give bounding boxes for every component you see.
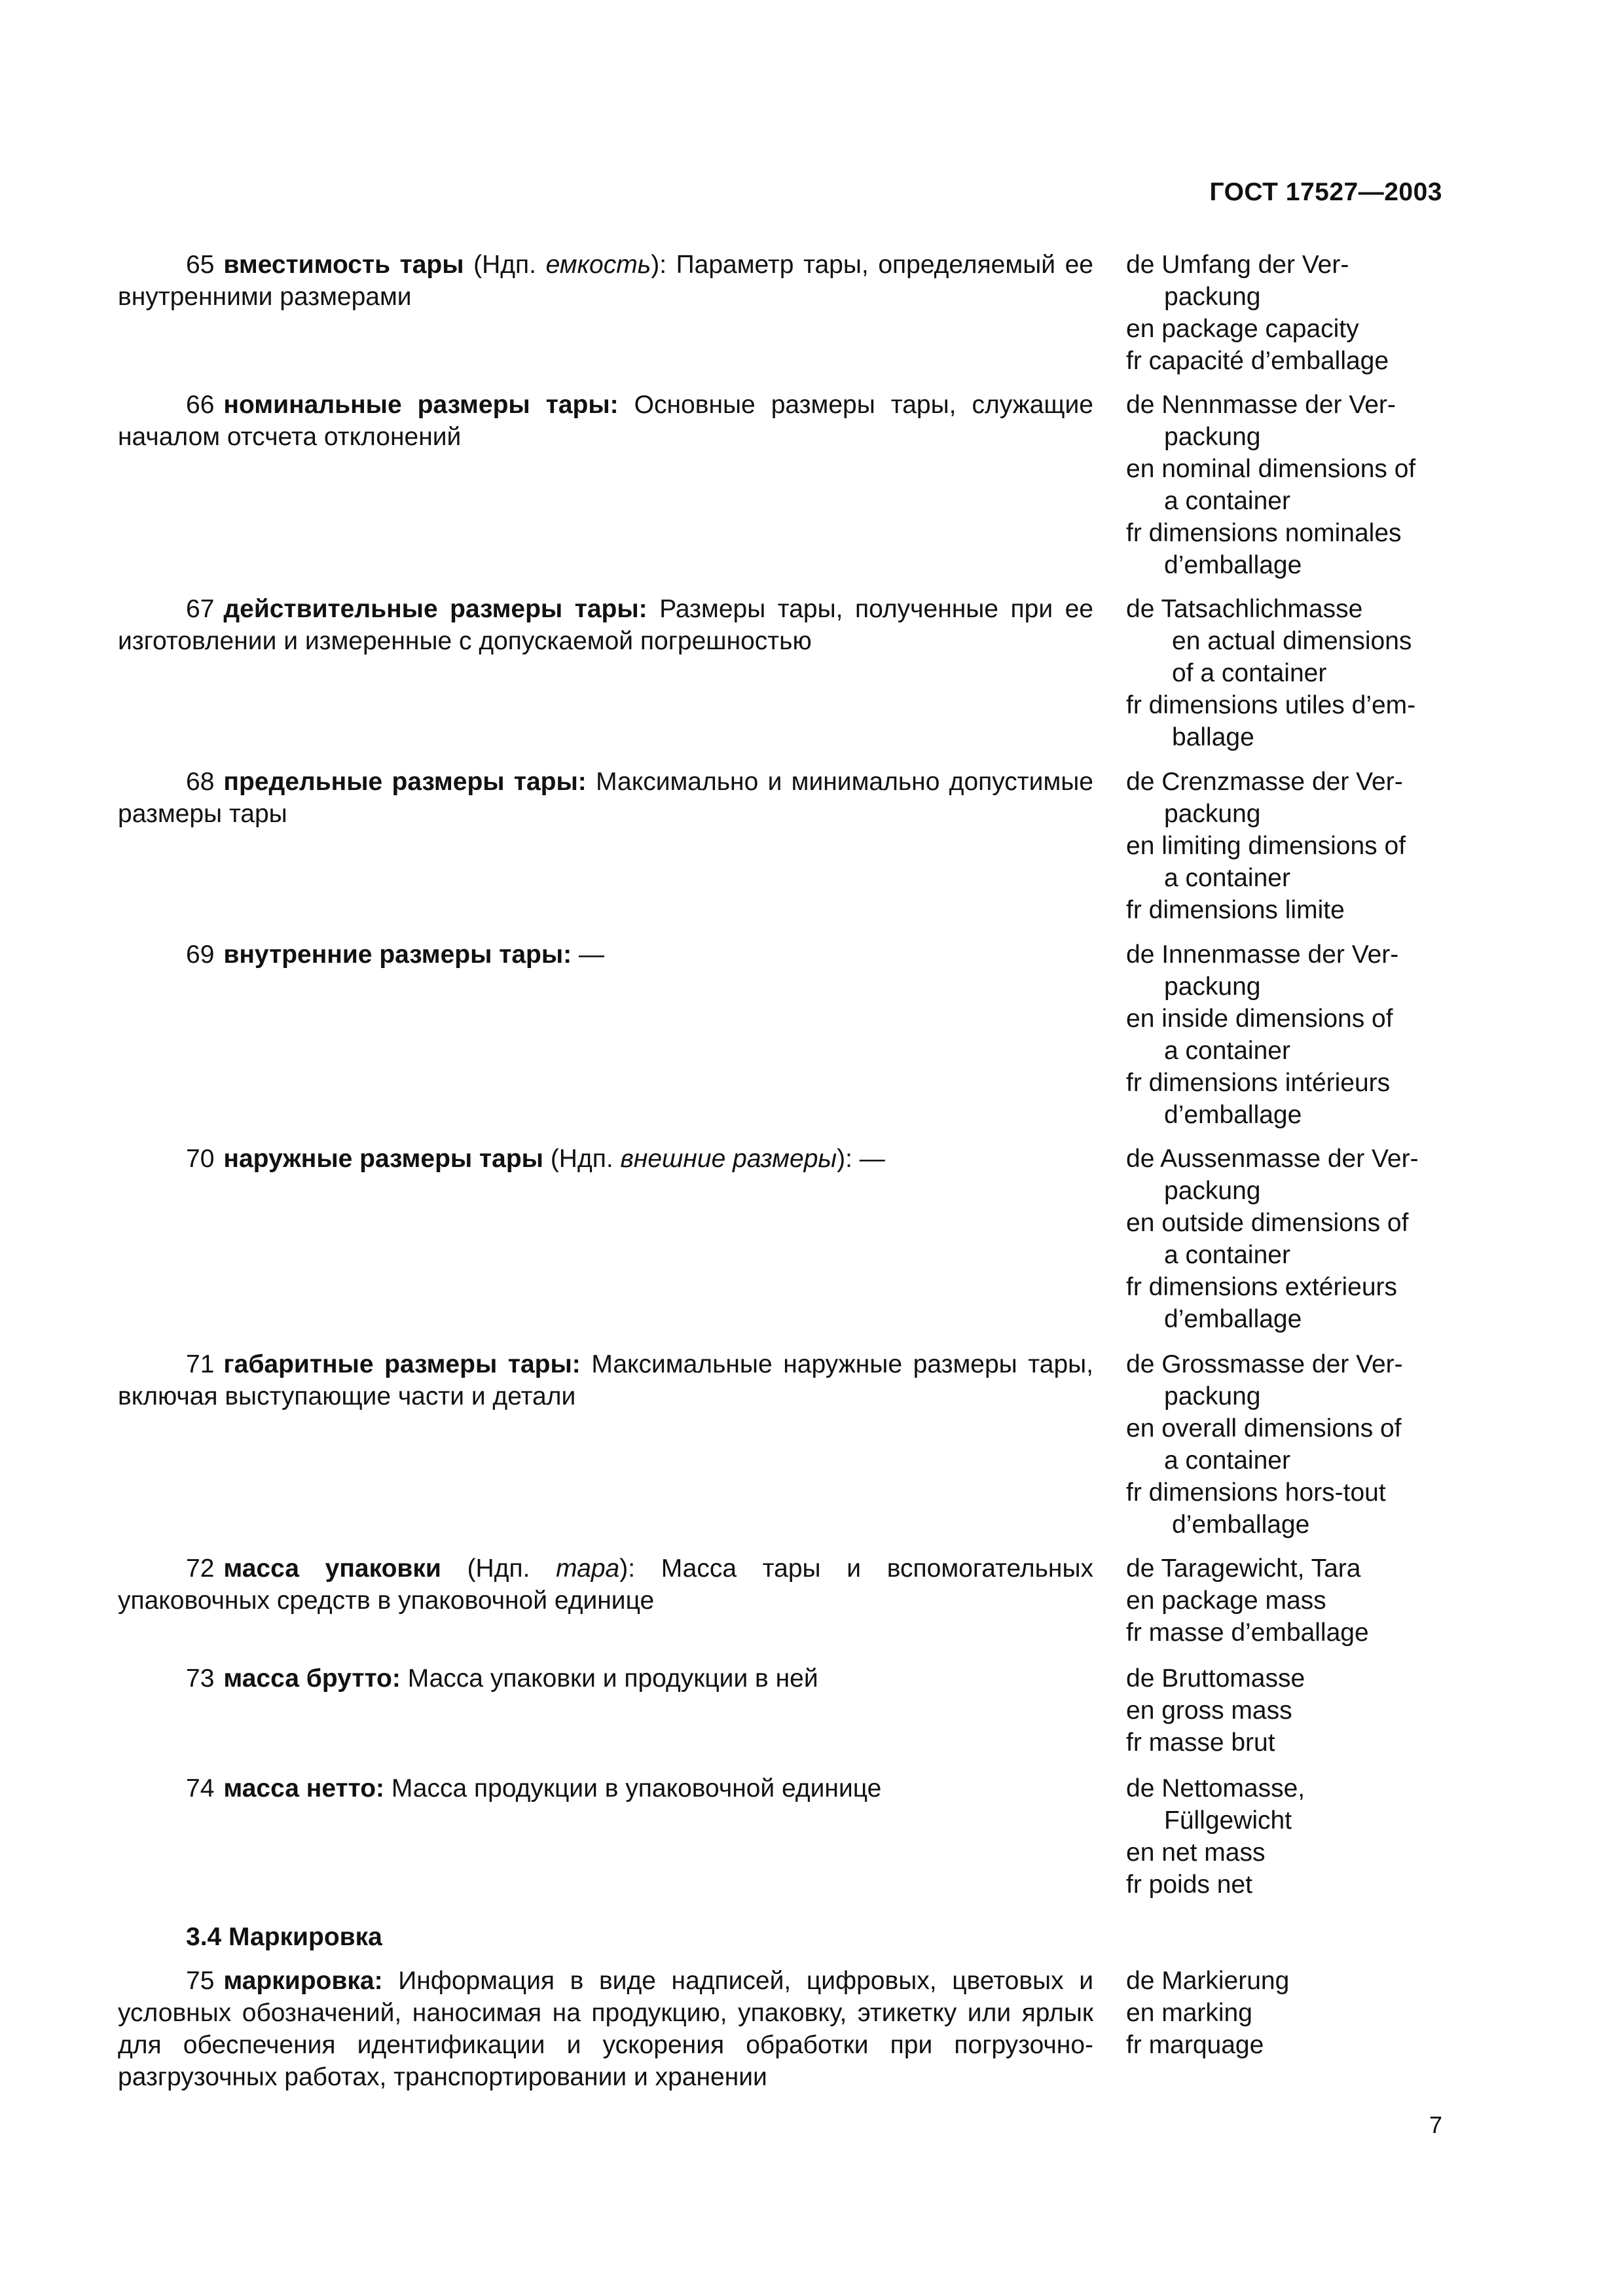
foreign-equivalents: de Innenmasse der Ver- packung en inside dimensions of a container fr dimensions intérieurs d’emballage bbox=[1126, 939, 1453, 1131]
term-number: 67 bbox=[186, 595, 215, 623]
fr-equivalent: fr masse d’emballage bbox=[1126, 1619, 1369, 1647]
fr-equivalent: fr dimensions limite bbox=[1126, 896, 1345, 924]
de-equivalent: de Nettomasse, bbox=[1126, 1774, 1305, 1803]
fr-equivalent: fr dimensions extérieurs bbox=[1126, 1273, 1397, 1301]
fr-equivalent: fr poids net bbox=[1126, 1871, 1252, 1899]
de-equivalent: de Bruttomasse bbox=[1126, 1664, 1305, 1693]
term-definition: 74 масса нетто: Масса продукции в упаковочной единице bbox=[186, 1774, 882, 1803]
term-name: действительные размеры тары: bbox=[223, 595, 647, 623]
en-equivalent: en nominal dimensions of bbox=[1126, 455, 1416, 483]
de-equivalent: de Crenzmasse der Ver- bbox=[1126, 768, 1403, 796]
fr-equivalent: fr capacité d’emballage bbox=[1126, 347, 1389, 375]
foreign-equivalents: de Grossmasse der Ver- packung en overall dimensions of a container fr dimensions hors-tout d’emballage bbox=[1126, 1348, 1453, 1541]
en-equivalent: en limiting dimensions of bbox=[1126, 832, 1406, 860]
en-equivalent: en outside dimensions of bbox=[1126, 1209, 1409, 1237]
term-number: 68 bbox=[186, 768, 215, 796]
fr-equivalent: fr masse brut bbox=[1126, 1729, 1275, 1757]
section-heading: 3.4 Маркировка bbox=[186, 1923, 382, 1951]
en-equivalent: en net mass bbox=[1126, 1839, 1266, 1867]
foreign-equivalents: de Umfang der Ver- packung en package capacity fr capacité d’emballage bbox=[1126, 249, 1453, 377]
foreign-equivalents bbox=[1126, 1662, 1453, 1759]
fr-equivalent: fr dimensions hors-tout bbox=[1126, 1479, 1386, 1507]
term-definition: 70 наружные размеры тары (Ндп. внешние размеры): — bbox=[186, 1145, 885, 1173]
foreign-equivalents bbox=[1126, 1552, 1453, 1649]
term-name: масса нетто: bbox=[223, 1774, 385, 1803]
term-name: габаритные размеры тары: bbox=[223, 1350, 581, 1378]
de-equivalent: de Tatsachlichmasse bbox=[1126, 595, 1363, 623]
en-equivalent: en package capacity bbox=[1126, 315, 1359, 343]
de-equivalent: de Grossmasse der Ver- bbox=[1126, 1350, 1403, 1378]
term-definition: 69 внутренние размеры тары: — bbox=[186, 941, 604, 969]
fr-equivalent: fr dimensions nominales bbox=[1126, 519, 1402, 547]
fr-equivalent: fr dimensions utiles d’em- bbox=[1126, 691, 1416, 719]
foreign-equivalents: de Nennmasse der Ver- packung en nominal dimensions of a container fr dimensions nominales d’emballage bbox=[1126, 389, 1453, 581]
foreign-equivalents: de Nettomasse, Füllgewicht en net mass fr poids net bbox=[1126, 1772, 1453, 1901]
term-definition: 67 действительные размеры тары: Размеры тары, полученные при ее изготовлении и измеренные с допускаемой погрешностью bbox=[118, 595, 1093, 655]
de-equivalent: de Nennmasse der Ver- bbox=[1126, 391, 1396, 419]
term-definition: 71 габаритные размеры тары: Максимальные наружные размеры тары, включая выступающие части и детали bbox=[118, 1350, 1093, 1410]
standard-header: ГОСТ 17527—2003 bbox=[1209, 178, 1442, 206]
term-number: 66 bbox=[186, 391, 215, 419]
page-number: 7 bbox=[1429, 2111, 1442, 2138]
en-equivalent: en gross mass bbox=[1126, 1696, 1292, 1725]
fr-equivalent: fr marquage bbox=[1126, 2031, 1264, 2059]
term-definition: 65 вместимость тары (Ндп. емкость): Параметр тары, определяемый ее внутренними размерами bbox=[118, 251, 1093, 311]
term-number: 71 bbox=[186, 1350, 215, 1378]
de-equivalent: de Innenmasse der Ver- bbox=[1126, 941, 1399, 969]
term-number: 65 bbox=[186, 251, 215, 279]
term-definition: 75 маркировка: Информация в виде надписей, цифровых, цветовых и условных обозначений, наносимая на продукцию, упаковку, этикетку или ярлык для обеспечения идентификации и ускорения обработки при погрузочно-разгрузочных работах, транспортировании и хранении bbox=[118, 1967, 1093, 2091]
term-name: масса упаковки bbox=[223, 1554, 441, 1583]
term-number: 73 bbox=[186, 1664, 215, 1693]
foreign-equivalents: de Crenzmasse der Ver- packung en limiting dimensions of a container fr dimensions limite bbox=[1126, 766, 1453, 926]
term-name: наружные размеры тары bbox=[223, 1145, 543, 1173]
de-equivalent: de Aussenmasse der Ver- bbox=[1126, 1145, 1419, 1173]
foreign-equivalents bbox=[1126, 1965, 1453, 2061]
en-equivalent: en inside dimensions of bbox=[1126, 1005, 1393, 1033]
de-equivalent: de Markierung bbox=[1126, 1967, 1290, 1995]
term-definition: 72 масса упаковки (Ндп. тара): Масса тары и вспомогательных упаковочных средств в упаковочной единице bbox=[118, 1554, 1093, 1615]
term-definition: 73 масса брутто: Масса упаковки и продукции в ней bbox=[186, 1664, 818, 1693]
term-definition: 66 номинальные размеры тары: Основные размеры тары, служащие началом отсчета отклонений bbox=[118, 391, 1093, 451]
en-equivalent: en overall dimensions of bbox=[1126, 1414, 1402, 1443]
de-equivalent: de Umfang der Ver- bbox=[1126, 251, 1349, 279]
en-equivalent: en marking bbox=[1126, 1999, 1252, 2027]
term-name: номинальные размеры тары: bbox=[223, 391, 619, 419]
fr-equivalent: fr dimensions intérieurs bbox=[1126, 1069, 1391, 1097]
term-number: 72 bbox=[186, 1554, 215, 1583]
term-number: 75 bbox=[186, 1967, 215, 1995]
term-name: маркировка: bbox=[223, 1967, 383, 1995]
foreign-equivalents: de Tatsachlichmasse en actual dimensions of a container fr dimensions utiles d’em- ballage bbox=[1126, 593, 1453, 753]
term-name: масса брутто: bbox=[223, 1664, 401, 1693]
en-equivalent: en actual dimensions bbox=[1172, 627, 1412, 655]
term-name: внутренние размеры тары: bbox=[223, 941, 572, 969]
de-equivalent: de Taragewicht, Tara bbox=[1126, 1554, 1361, 1583]
term-definition: 68 предельные размеры тары: Максимально и минимально допустимые размеры тары bbox=[118, 768, 1093, 828]
en-equivalent: en package mass bbox=[1126, 1587, 1326, 1615]
term-number: 74 bbox=[186, 1774, 215, 1803]
term-number: 70 bbox=[186, 1145, 215, 1173]
term-number: 69 bbox=[186, 941, 215, 969]
term-name: вместимость тары bbox=[223, 251, 464, 279]
foreign-equivalents: de Aussenmasse der Ver- packung en outside dimensions of a container fr dimensions extérieurs d’emballage bbox=[1126, 1143, 1453, 1335]
term-name: предельные размеры тары: bbox=[223, 768, 587, 796]
